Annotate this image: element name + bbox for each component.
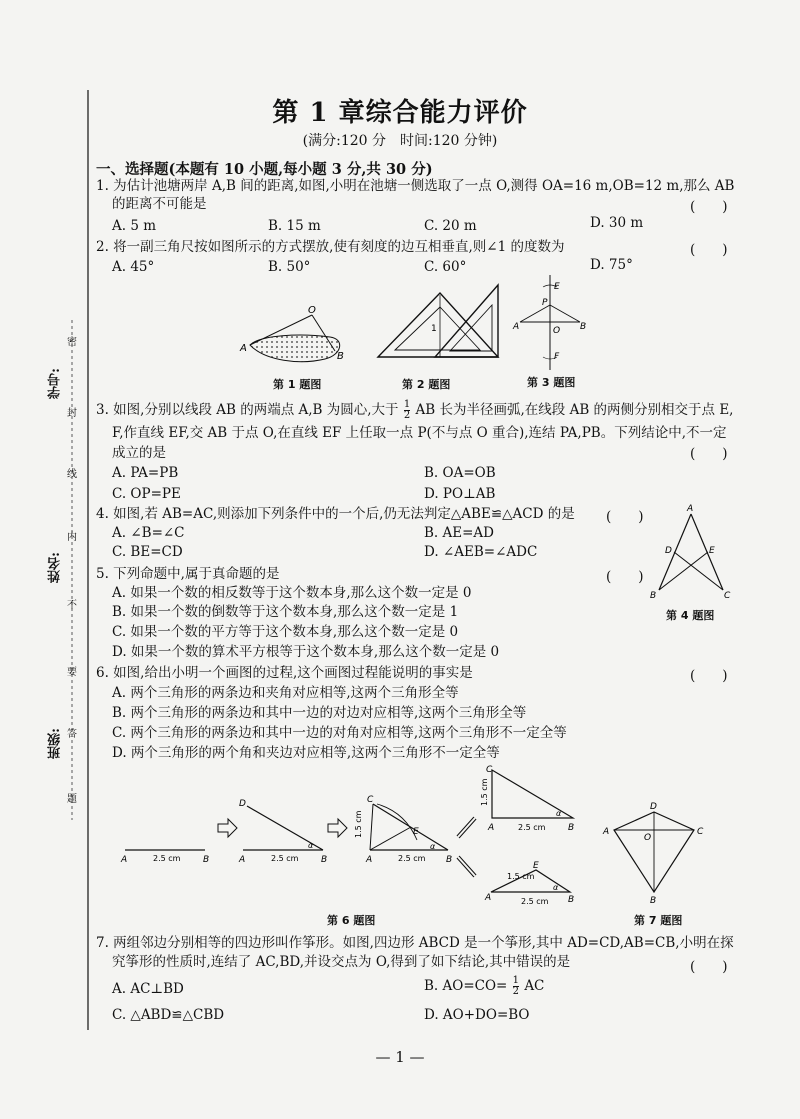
answer-blank[interactable]: ( ) bbox=[690, 199, 728, 215]
question-4-stem: 4. 如图,若 AB=AC,则添加下列条件中的一个后,仍无法判定△ABE≌△ACD 的是 bbox=[96, 506, 575, 522]
seal-char: 内 bbox=[67, 532, 77, 543]
option-b: B. AO=CO= $\frac{1}{2}$ AC bbox=[424, 975, 545, 997]
seal-char: 不 bbox=[67, 600, 77, 611]
figure-6 bbox=[115, 762, 585, 912]
svg-text:1.5 cm: 1.5 cm bbox=[480, 778, 489, 806]
option-c: C. 60° bbox=[424, 259, 467, 275]
svg-text:A: A bbox=[240, 343, 247, 354]
figures-1-2-3 bbox=[230, 275, 610, 380]
question-2-stem: 2. 将一副三角尺按如图所示的方式摆放,使有刻度的边互相垂直,则∠1 的度数为 bbox=[96, 239, 565, 255]
seal-char: 答 bbox=[67, 729, 77, 740]
option-b: B. 50° bbox=[268, 259, 311, 275]
option-c: C. △ABD≌△CBD bbox=[112, 1007, 225, 1023]
svg-text:B: B bbox=[568, 823, 575, 833]
answer-blank[interactable]: ( ) bbox=[690, 959, 728, 975]
svg-text:B: B bbox=[568, 895, 575, 905]
svg-text:α: α bbox=[556, 809, 562, 818]
svg-text:2.5 cm: 2.5 cm bbox=[153, 854, 181, 863]
option-d: D. AO+DO=BO bbox=[424, 1007, 530, 1023]
svg-text:2.5 cm: 2.5 cm bbox=[271, 854, 299, 863]
step-1 bbox=[120, 850, 209, 865]
page-title: 第 1 章综合能力评价 bbox=[272, 98, 528, 128]
svg-text:O: O bbox=[644, 833, 652, 843]
figure-caption: 第 2 题图 bbox=[402, 378, 451, 391]
svg-text:D: D bbox=[650, 802, 657, 812]
question-7-stem: 7. 两组邻边分别相等的四边形叫作筝形。如图,四边形 ABCD 是一个筝形,其中 AD=CD,AB=CB,小明在探 bbox=[96, 935, 734, 951]
svg-text:E: E bbox=[533, 861, 539, 871]
svg-text:B: B bbox=[321, 855, 328, 865]
answer-blank[interactable]: ( ) bbox=[690, 668, 728, 684]
question-3-stem: 3. 如图,分别以线段 AB 的两端点 A,B 为圆心,大于 $\frac{1}{2}$ AB 长为半径画弧,在线段 AB 的两侧分别相交于点 E, bbox=[96, 399, 734, 421]
svg-text:B: B bbox=[337, 351, 344, 362]
option-c: C. BE=CD bbox=[112, 544, 183, 560]
svg-text:A: A bbox=[687, 504, 694, 514]
figure-caption: 第 4 题图 bbox=[666, 609, 715, 622]
option-b: B. OA=OB bbox=[424, 465, 496, 481]
student-id-label: 学号: bbox=[48, 368, 63, 399]
svg-text:C: C bbox=[486, 765, 493, 775]
pond-figure bbox=[239, 305, 344, 362]
seal-char: 密 bbox=[67, 337, 77, 348]
answer-blank[interactable]: ( ) bbox=[606, 569, 644, 585]
option-a: A. 45° bbox=[112, 259, 155, 275]
student-name-label: 姓名: bbox=[48, 552, 63, 583]
option-d: D. 75° bbox=[590, 257, 633, 273]
figure-7 bbox=[598, 800, 708, 905]
figure-caption: 第 7 题图 bbox=[634, 914, 683, 927]
option-a: A. PA=PB bbox=[112, 465, 179, 481]
option-a: A. 如果一个数的相反数等于这个数本身,那么这个数一定是 0 bbox=[112, 585, 472, 601]
answer-blank[interactable]: ( ) bbox=[690, 242, 728, 258]
step-2 bbox=[238, 799, 327, 865]
svg-text:1.5 cm: 1.5 cm bbox=[354, 810, 363, 838]
option-a: A. 5 m bbox=[112, 218, 157, 234]
question-1-stem-cont: 的距离不可能是 bbox=[112, 196, 207, 212]
option-d: D. 30 m bbox=[590, 215, 644, 231]
answer-blank[interactable]: ( ) bbox=[690, 446, 728, 462]
svg-text:B: B bbox=[580, 322, 587, 332]
set-square-figure bbox=[378, 285, 498, 357]
svg-text:A: A bbox=[239, 855, 246, 865]
svg-text:C: C bbox=[367, 795, 374, 805]
svg-text:A: A bbox=[366, 855, 373, 865]
option-d: D. PO⊥AB bbox=[424, 486, 496, 502]
exam-info: (满分:120 分 时间:120 分钟) bbox=[302, 133, 498, 149]
svg-text:O: O bbox=[308, 305, 316, 316]
svg-text:O: O bbox=[553, 326, 561, 336]
svg-text:1: 1 bbox=[431, 324, 437, 334]
question-7-stem-cont: 究筝形的性质时,连结了 AC,BD,并设交点为 O,得到了如下结论,其中错误的是 bbox=[112, 954, 571, 970]
option-c: C. 如果一个数的平方等于这个数本身,那么这个数一定是 0 bbox=[112, 624, 459, 640]
question-3-stem-cont: 成立的是 bbox=[112, 445, 166, 461]
arrow-icon bbox=[328, 819, 347, 837]
svg-text:A: A bbox=[485, 893, 492, 903]
seal-char: 封 bbox=[67, 408, 77, 419]
option-c: C. 20 m bbox=[424, 218, 477, 234]
svg-text:A: A bbox=[513, 322, 520, 332]
option-d: D. 如果一个数的算术平方根等于这个数本身,那么这个数一定是 0 bbox=[112, 644, 500, 660]
arrow-icon bbox=[218, 819, 237, 837]
svg-text:C: C bbox=[724, 591, 731, 601]
seal-char: 题 bbox=[67, 794, 77, 805]
option-b: B. 如果一个数的倒数等于这个数本身,那么这个数一定是 1 bbox=[112, 604, 459, 620]
svg-text:A: A bbox=[121, 855, 128, 865]
option-d: D. 两个三角形的两个角和夹边对应相等,这两个三角形不一定全等 bbox=[112, 745, 500, 761]
svg-text:C: C bbox=[697, 827, 704, 837]
svg-text:2.5 cm: 2.5 cm bbox=[398, 854, 426, 863]
svg-text:B: B bbox=[203, 855, 210, 865]
class-label: 班级: bbox=[48, 728, 63, 759]
svg-text:E: E bbox=[709, 546, 715, 556]
svg-text:2.5 cm: 2.5 cm bbox=[521, 897, 549, 906]
figure-caption: 第 3 题图 bbox=[527, 376, 576, 389]
page-number: — 1 — bbox=[375, 1048, 425, 1066]
svg-text:α: α bbox=[308, 841, 314, 850]
question-1-stem: 1. 为估计池塘两岸 A,B 间的距离,如图,小明在池塘一侧选取了一点 O,测得 OA=16 m,OB=12 m,那么 AB bbox=[96, 178, 735, 194]
svg-text:P: P bbox=[542, 298, 548, 308]
svg-text:A: A bbox=[488, 823, 495, 833]
option-c: C. 两个三角形的两条边和其中一边的对角对应相等,这两个三角形不一定全等 bbox=[112, 725, 567, 741]
svg-text:E: E bbox=[554, 282, 560, 292]
option-a: A. ∠B=∠C bbox=[112, 525, 185, 541]
figure-caption: 第 1 题图 bbox=[273, 378, 322, 391]
step-4-upper bbox=[480, 765, 574, 833]
option-b: B. 两个三角形的两条边和其中一边的对边对应相等,这两个三角形全等 bbox=[112, 705, 527, 721]
svg-text:1.5 cm: 1.5 cm bbox=[507, 872, 535, 881]
figure-caption: 第 6 题图 bbox=[327, 914, 376, 927]
figure-4 bbox=[645, 502, 735, 602]
svg-text:α: α bbox=[430, 842, 436, 851]
answer-blank[interactable]: ( ) bbox=[606, 509, 644, 525]
svg-text:F: F bbox=[554, 352, 560, 362]
option-d: D. ∠AEB=∠ADC bbox=[424, 544, 538, 560]
seal-char: 线 bbox=[67, 469, 77, 480]
svg-text:D: D bbox=[239, 799, 246, 809]
option-a: A. AC⊥BD bbox=[112, 981, 184, 997]
svg-text:B: B bbox=[650, 896, 657, 905]
question-3-stem-cont: F,作直线 EF,交 AB 于点 O,在直线 EF 上任取一点 P(不与点 O 重合),连结 PA,PB。下列结论中,不一定 bbox=[112, 425, 727, 441]
question-5-stem: 5. 下列命题中,属于真命题的是 bbox=[96, 566, 280, 582]
svg-text:A: A bbox=[603, 827, 610, 837]
option-c: C. OP=PE bbox=[112, 486, 181, 502]
seal-char: 要 bbox=[67, 667, 77, 678]
step-3 bbox=[354, 795, 452, 865]
svg-text:2.5 cm: 2.5 cm bbox=[518, 823, 546, 832]
option-b: B. AE=AD bbox=[424, 525, 494, 541]
section-heading: 一、选择题(本题有 10 小题,每小题 3 分,共 30 分) bbox=[96, 161, 433, 178]
option-b: B. 15 m bbox=[268, 218, 321, 234]
svg-text:E: E bbox=[413, 827, 419, 837]
bisector-figure bbox=[512, 275, 586, 370]
step-4-lower bbox=[484, 861, 574, 906]
svg-text:B: B bbox=[446, 855, 453, 865]
question-6-stem: 6. 如图,给出小明一个画图的过程,这个画图过程能说明的事实是 bbox=[96, 665, 473, 681]
svg-text:D: D bbox=[665, 546, 672, 556]
svg-text:B: B bbox=[650, 591, 657, 601]
option-a: A. 两个三角形的两条边和夹角对应相等,这两个三角形全等 bbox=[112, 685, 459, 701]
svg-text:α: α bbox=[553, 883, 559, 892]
